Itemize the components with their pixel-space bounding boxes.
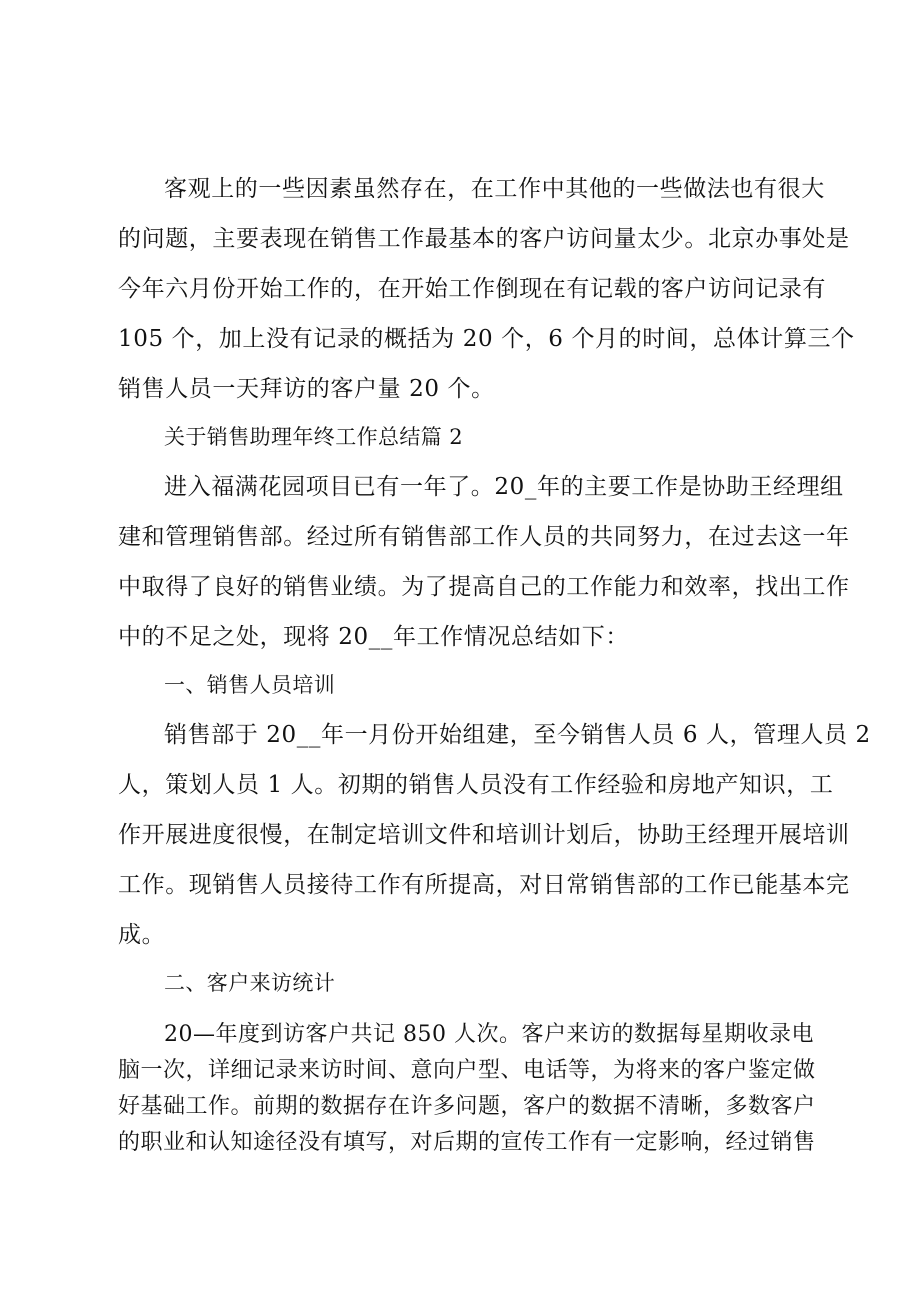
paragraph-3-line-3: 作开展进度很慢，在制定培训文件和培训计划后，协助王经理开展培训 — [118, 822, 850, 848]
paragraph-1-line-4: 105 个，加上没有记录的概括为 20 个，6 个月的时间，总体计算三个 — [118, 326, 855, 352]
paragraph-3-line-2: 人，策划人员 1 人。初期的销售人员没有工作经验和房地产知识，工 — [118, 772, 834, 798]
paragraph-1-line-2: 的问题，主要表现在销售工作最基本的客户访问量太少。北京办事处是 — [118, 226, 850, 252]
paragraph-2-line-4: 中的不足之处，现将 20__年工作情况总结如下： — [118, 624, 629, 650]
paragraph-1-line-3: 今年六月份开始工作的，在开始工作倒现在有记载的客户访问记录有 — [118, 276, 826, 302]
paragraph-4-line-2: 脑一次，详细记录来访时间、意向户型、电话等，为将来的客户鉴定做 — [118, 1058, 816, 1083]
paragraph-1-line-1: 客观上的一些因素虽然存在，在工作中其他的一些做法也有很大 — [164, 176, 825, 202]
paragraph-3-line-5: 成。 — [118, 922, 166, 948]
paragraph-2-line-2: 建和管理销售部。经过所有销售部工作人员的共同努力，在过去这一年 — [118, 524, 850, 550]
paragraph-3-line-4: 工作。现销售人员接待工作有所提高，对日常销售部的工作已能基本完 — [118, 872, 850, 898]
paragraph-1-line-5: 销售人员一天拜访的客户量 20 个。 — [118, 376, 495, 402]
paragraph-2-line-1: 进入福满花园项目已有一年了。20_年的主要工作是协助王经理组 — [164, 474, 844, 500]
paragraph-2-line-3: 中取得了良好的销售业绩。为了提高自己的工作能力和效率，找出工作 — [118, 574, 850, 600]
paragraph-3-line-1: 销售部于 20__年一月份开始组建，至今销售人员 6 人，管理人员 2 — [164, 722, 871, 748]
paragraph-4-line-1: 20—年度到访客户共记 850 人次。客户来访的数据每星期收录电 — [164, 1022, 814, 1047]
section-title-2: 关于销售助理年终工作总结篇 2 — [164, 425, 464, 449]
paragraph-4-line-3: 好基础工作。前期的数据存在许多问题，客户的数据不清晰，多数客户 — [118, 1094, 816, 1119]
section-heading-2: 二、客户来访统计 — [164, 971, 336, 995]
paragraph-4-line-4: 的职业和认知途径没有填写，对后期的宣传工作有一定影响，经过销售 — [118, 1130, 816, 1155]
section-heading-1: 一、销售人员培训 — [164, 673, 336, 697]
